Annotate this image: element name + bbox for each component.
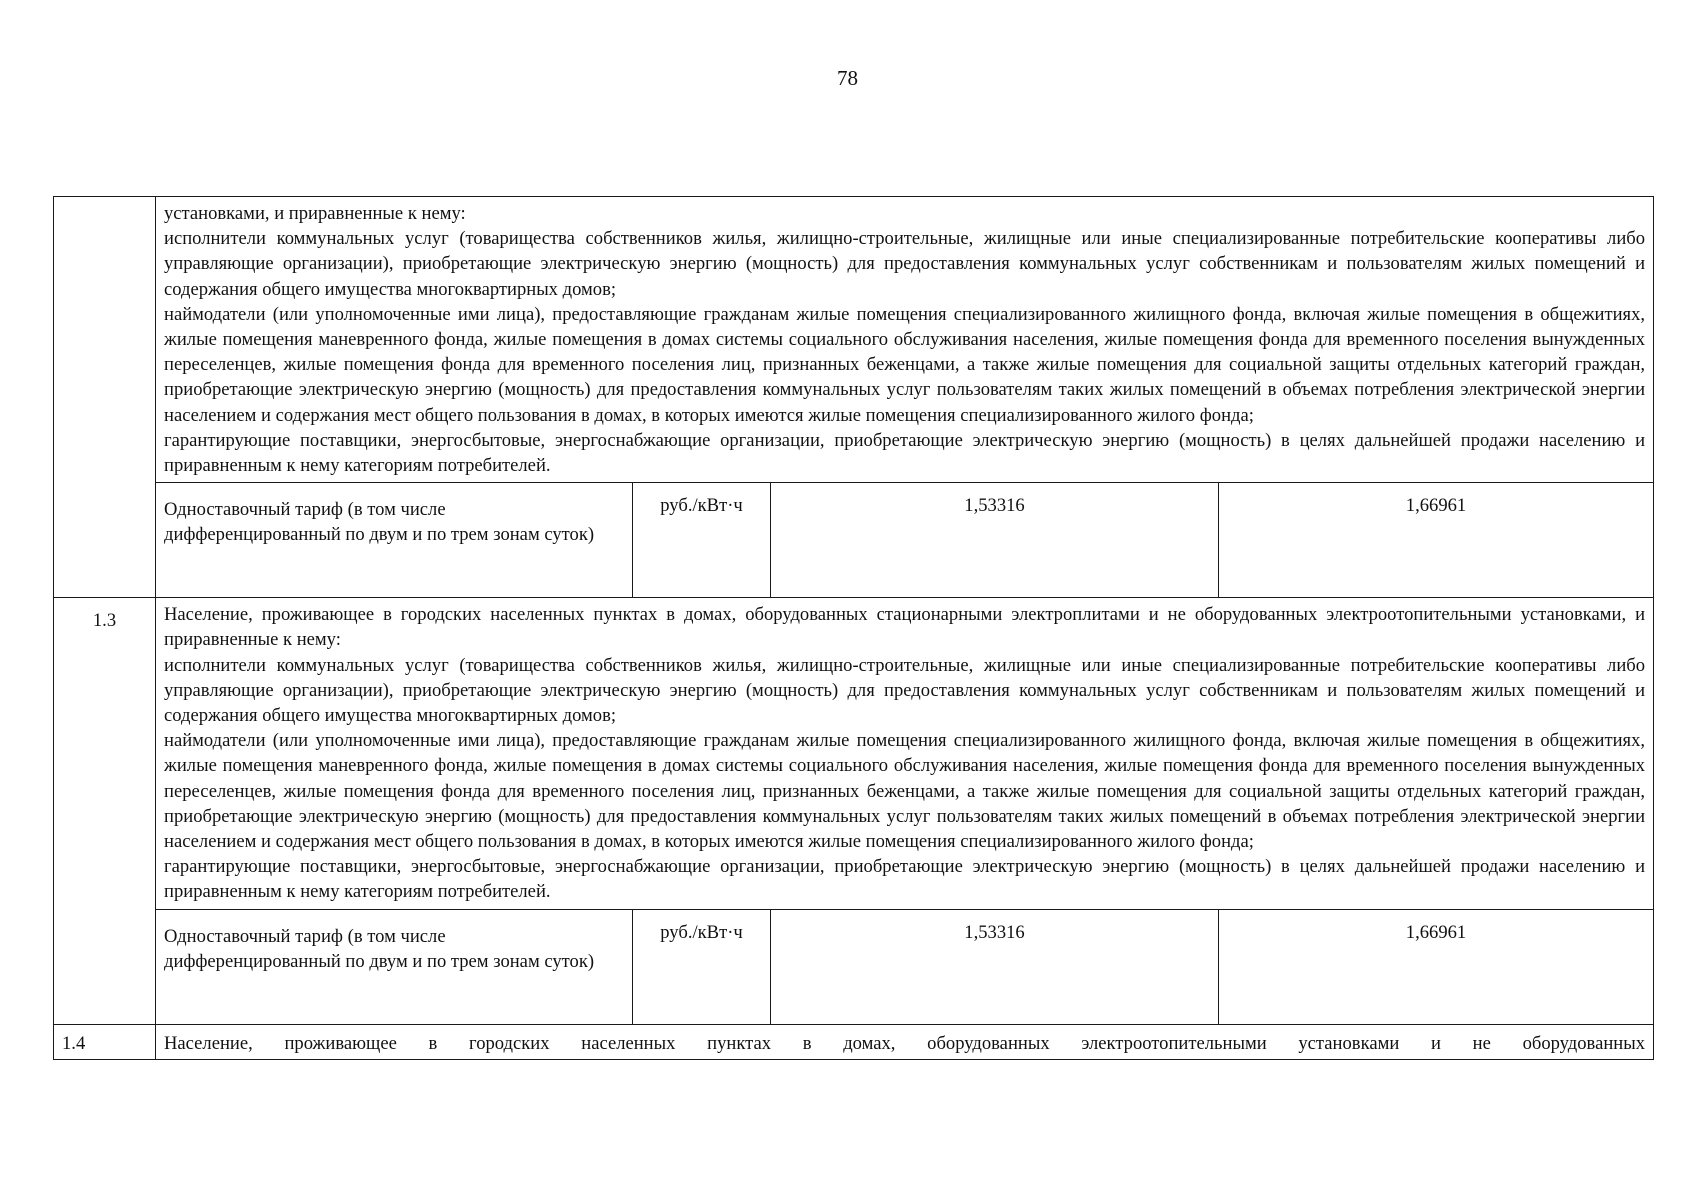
- description-paragraph: наймодатели (или уполномоченные ими лица), предоставляющие гражданам жилые помещения специализированного жилищного фонда, включая жилые помещения в общежитиях, жилые помещения маневренного фонда, жилые помещения в домах системы социального обслуживания населения, жилые помещения фонда для временного поселения вынужденных переселенцев, жилые помещения фонда для временного поселения лиц, признанных беженцами, а также жилые помещения для социальной защиты отдельных категорий граждан, приобретающие электрическую энергию (мощность) для предоставления коммунальных услуг пользователям таких жилых помещений в объемах потребления электрической энергии населением и содержания мест общего пользования в домах, в которых имеются жилые помещения специализированного жилого фонда;: [164, 730, 1646, 853]
- description-paragraph: гарантирующие поставщики, энергосбытовые, энергоснабжающие организации, приобретающие электрическую энергию (мощность) в целях дальнейшей продажи населению и приравненным к нему категориям потребителей.: [164, 856, 1646, 903]
- description-paragraph: установками, и приравненные к нему:: [164, 203, 466, 224]
- table-row: [54, 1024, 1654, 1059]
- tariff-value-second-half: 1,66961: [1219, 483, 1654, 598]
- tariff-value-first-half: 1,53316: [771, 483, 1219, 598]
- table-row: [54, 598, 1654, 909]
- row-number-cell: 1.4: [54, 1024, 156, 1059]
- tariff-table: [53, 196, 1654, 1060]
- description-paragraph: наймодатели (или уполномоченные ими лица), предоставляющие гражданам жилые помещения специализированного жилищного фонда, включая жилые помещения в общежитиях, жилые помещения маневренного фонда, жилые помещения в домах системы социального обслуживания населения, жилые помещения фонда для временного поселения вынужденных переселенцев, жилые помещения фонда для временного поселения лиц, признанных беженцами, а также жилые помещения для социальной защиты отдельных категорий граждан, приобретающие электрическую энергию (мощность) для предоставления коммунальных услуг пользователям таких жилых помещений в объемах потребления электрической энергии населением и содержания мест общего пользования в домах, в которых имеются жилые помещения специализированного жилого фонда;: [164, 303, 1646, 426]
- description-paragraph: исполнители коммунальных услуг (товарищества собственников жилья, жилищно-строительные, жилищные или иные специализированные потребительские кооперативы либо управляющие организации), приобретающие электрическую энергию (мощность) для предоставления коммунальных услуг собственникам и пользователям жилых помещений и содержания общего имущества многоквартирных домов;: [164, 228, 1646, 300]
- tariff-name-cell: Одноставочный тариф (в том числе дифференцированный по двум и по трем зонам суток): [156, 909, 633, 1024]
- unit-cell: руб./кВт·ч: [633, 483, 771, 598]
- category-description: [156, 197, 1654, 483]
- row-number-cell: 1.3: [54, 598, 156, 1024]
- page-number: 78: [837, 66, 858, 90]
- tariff-value-second-half: 1,66961: [1219, 909, 1654, 1024]
- tariff-name-cell: Одноставочный тариф (в том числе дифференцированный по двум и по трем зонам суток): [156, 483, 633, 598]
- category-description: [156, 598, 1654, 909]
- category-description: Население, проживающее в городских населенных пунктах в домах, оборудованных электроотопительными установками и не оборудованных: [156, 1024, 1654, 1059]
- row-number-cell: [54, 197, 156, 598]
- table-row: [54, 197, 1654, 483]
- tariff-value-first-half: 1,53316: [771, 909, 1219, 1024]
- description-paragraph: гарантирующие поставщики, энергосбытовые, энергоснабжающие организации, приобретающие электрическую энергию (мощность) в целях дальнейшей продажи населению и приравненным к нему категориям потребителей.: [164, 429, 1646, 477]
- table-row: [54, 483, 1654, 598]
- table-row: [54, 909, 1654, 1024]
- description-paragraph: исполнители коммунальных услуг (товарищества собственников жилья, жилищно-строительные, жилищные или иные специализированные потребительские кооперативы либо управляющие организации), приобретающие электрическую энергию (мощность) для предоставления коммунальных услуг собственникам и пользователям жилых помещений и содержания общего имущества многоквартирных домов;: [164, 654, 1646, 727]
- description-paragraph: Население, проживающее в городских населенных пунктах в домах, оборудованных стационарными электроплитами и не оборудованных электроотопительными установками, и приравненные к нему:: [164, 604, 1646, 651]
- unit-cell: руб./кВт·ч: [633, 909, 771, 1024]
